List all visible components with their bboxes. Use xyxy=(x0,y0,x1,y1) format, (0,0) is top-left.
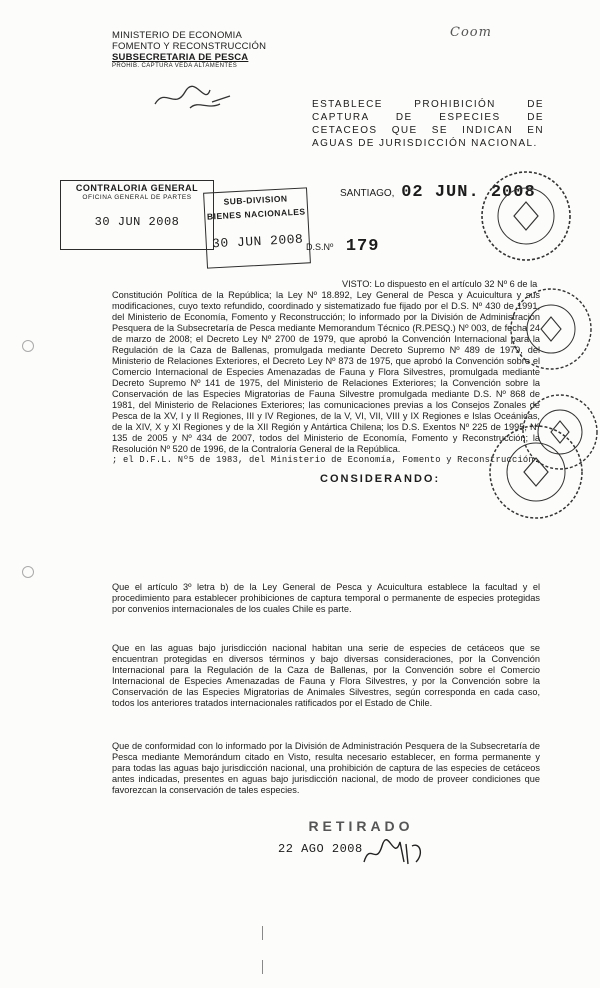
considerando-1-text: Que el artículo 3º letra b) de la Ley General de Pesca y Acuicultura establece la facultad y el procedimiento para establecer prohibiciones de captura temporal o permanente de especies protegidas por convenios internacionales de los cuales Chile es parte. xyxy=(112,582,540,614)
visto-lead: VISTO: Lo dispuesto en el artículo 32 Nº 6 de la xyxy=(342,279,538,289)
ministry-line-1: MINISTERIO DE ECONOMIA xyxy=(112,30,243,41)
visto-body: Constitución Política de la República; la Ley Nº 18.892, Ley General de Pesca y Acuicultura y sus modificaciones, cuyo texto refundido, coordinado y sistematizado fue fijado por el D.S. Nº 430 de 1991, del Ministerio de Economía, Fomento y Reconstrucción; lo informado por la División de Administración Pesquera de la Subsecretaría de Pesca mediante Memorandum Técnico (R.PESQ.) Nº 003, de fecha 24 de marzo de 2008; el Decreto Ley Nº 2700 de 1979, que aprobó la Convención Internacional para la Regulación de la Caza de Ballenas, promulgada mediante Decreto Supremo Nº 489 de 1979, del Ministerio de Relaciones Exteriores, el Decreto Ley Nº 873 de 1975, que aprobó la Convención sobre el Comercio Internacional de Especies Amenazadas de Fauna y Flora Silvestres, promulgada mediante Decreto Supremo Nº 141 de 1975, del Ministerio de Relaciones Exteriores; la Convención sobre la Conservación de las Especies Migratorias de Fauna Silvestre promulgada mediante D.S. Nº 868 de 1981, del Ministerio de Relaciones Exteriores; las comunicaciones previas a los Consejos Zonales de Pesca de la XV, I y II Regiones, III y IV Regiones, de la V, VI, VII, VIII y IX Regiones e Islas Oceánicas, de la XIV, X y XI Regiones y de la XII Región y Antártica Chilena; los D.S. Exentos Nº 225 de 1995, Nº 135 de 2005 y Nº 434 de 2007, todos del Ministerio de Economía, Fomento y Reconstrucción; la Resolución Nº 520 de 1996, de la Contraloría General de la República. xyxy=(112,290,540,454)
ministry-line-2: FOMENTO Y RECONSTRUCCIÓN xyxy=(112,41,267,52)
handwritten-signature xyxy=(360,832,430,872)
scan-mark-2 xyxy=(262,960,263,974)
contraloria-stamp-date: 30 JUN 2008 xyxy=(94,215,180,229)
subdivision-stamp xyxy=(203,187,311,268)
contraloria-stamp-title: CONTRALORIA GENERAL xyxy=(75,183,199,193)
ministry-line-3: SUBSECRETARIA DE PESCA xyxy=(112,52,249,63)
considerando-2-text: Que en las aguas bajo jurisdicción nacional habitan una serie de especies de cetáceos que se encuentran protegidas en diversos términos y bajo diversas consideraciones, por la Convención Internacional para la Regulación de la Caza de Ballenas, por la Convención sobre el Comercio Internacional de Especies Amenazadas de Fauna y Flora Silvestres, y por la Convención sobre la Conservación de las Especies Migratorias de Animales Silvestres, según corresponda en cada caso, todos los anteriores tratados internacionales ratificados por el Estado de Chile. xyxy=(112,643,540,708)
subdivision-stamp-subtitle: BIENES NACIONALES xyxy=(206,206,306,222)
ministry-line-4: PROHIB. CAPTURA VEDA ALTAMENTES xyxy=(112,63,238,69)
ministry-header xyxy=(112,30,266,70)
decree-value: 179 xyxy=(345,237,380,256)
considerando-2 xyxy=(112,643,540,709)
considerando-3 xyxy=(112,741,540,796)
initials-signature xyxy=(150,82,240,112)
scan-mark-1 xyxy=(262,926,263,940)
visto-paragraph xyxy=(112,279,540,466)
considerando-heading: CONSIDERANDO: xyxy=(320,473,441,485)
document-subject: ESTABLECE PROHIBICIÓN DE CAPTURA DE ESPECIES DE CETACEOS QUE SE INDICAN EN AGUAS DE JURISDICCIÓN NACIONAL. xyxy=(312,99,544,149)
official-seal-1 xyxy=(478,168,574,264)
considerando-3-text: Que de conformidad con lo informado por la División de Administración Pesquera de la Subsecretaría de Pesca mediante Memorándum citado en Visto, resulta necesario establecer, en forma permanente y para todas las aguas bajo jurisdicción nacional, una prohibición de captura de las especies de cetáceos antes indicadas, presentes en aguas bajo jurisdicción nacional, de modo de proveer condiciones que favorezcan la conservación de tales especies. xyxy=(112,741,540,795)
subdivision-stamp-title: SUB-DIVISION xyxy=(223,193,288,207)
decree-number xyxy=(306,237,379,256)
place: SANTIAGO, xyxy=(340,188,395,199)
subdivision-stamp-date: 30 JUN 2008 xyxy=(211,231,304,252)
punch-hole-1 xyxy=(22,340,34,352)
contraloria-stamp-subtitle: OFICINA GENERAL DE PARTES xyxy=(82,194,192,201)
visto-typed-insert: ; el D.F.L. Nº5 de 1983, del Ministerio de Economía, Fomento y Reconstrucción. xyxy=(112,455,540,465)
punch-hole-2 xyxy=(22,566,34,578)
retirado-date: 22 AGO 2008 xyxy=(278,842,363,856)
top-right-note: Coom xyxy=(450,25,492,40)
retirado-word: RETIRADO xyxy=(308,818,414,834)
considerando-1 xyxy=(112,582,540,615)
issue-date: 02 JUN. 2008 xyxy=(401,183,536,202)
decree-label: D.S.Nº xyxy=(306,242,334,252)
contraloria-stamp xyxy=(60,180,214,250)
